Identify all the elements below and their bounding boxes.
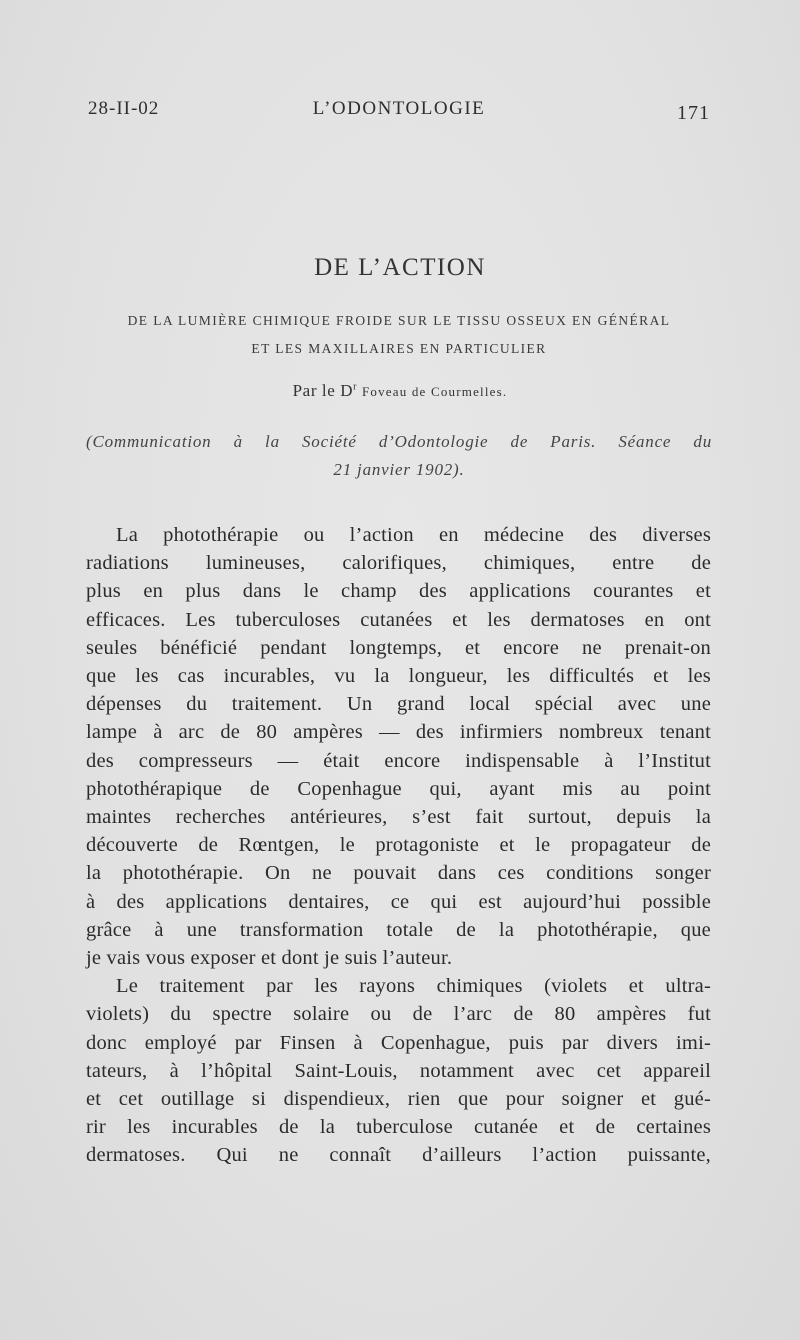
body-text-line: donc employé par Finsen à Copenhague, puis par divers imi- xyxy=(86,1031,711,1054)
body-text-line: découverte de Rœntgen, le protagoniste et le propagateur de xyxy=(86,834,711,857)
article-subtitle-line-2: ET LES MAXILLAIRES EN PARTICULIER xyxy=(251,341,547,356)
body-text-line: plus en plus dans le champ des applications courantes et xyxy=(86,580,711,603)
body-text-line: je vais vous exposer et dont je suis l’auteur. xyxy=(86,947,453,969)
byline-sup: r xyxy=(353,381,358,393)
author-name: Foveau de Courmelles. xyxy=(361,384,508,399)
body-text-line: tateurs, à l’hôpital Saint-Louis, notamment avec cet appareil xyxy=(86,1059,711,1082)
byline-prefix: Par le D xyxy=(292,381,354,400)
body-text-line: Le traitement par les rayons chimiques (violets et ultra- xyxy=(116,975,711,998)
body-text-line: La photothérapie ou l’action en médecine des diverses xyxy=(116,524,711,546)
body-text-line: radiations lumineuses, calorifiques, chimiques, entre de xyxy=(86,552,711,575)
body-text-line: maintes recherches antérieures, s’est fait surtout, depuis la xyxy=(86,806,711,828)
running-header xyxy=(86,96,712,126)
body-text-line: rir les incurables de la tuberculose cutanée et de certaines xyxy=(86,1116,711,1139)
body-text-line: efficaces. Les tuberculoses cutanées et les dermatoses en ont xyxy=(86,608,711,631)
body-text-line: lampe à arc de 80 ampères — des infirmiers nombreux tenant xyxy=(86,721,711,744)
body-text-line: des compresseurs — était encore indispensable à l’Institut xyxy=(86,749,711,772)
body-text-line: que les cas incurables, vu la longueur, les difficultés et les xyxy=(86,665,711,687)
page-number: 171 xyxy=(677,102,710,124)
body-text-line: dépenses du traitement. Un grand local spécial avec une xyxy=(86,693,711,716)
body-text-line: grâce à une transformation totale de la photothérapie, que xyxy=(86,918,711,941)
article-subtitle-line-1: DE LA LUMIÈRE CHIMIQUE FROIDE SUR LE TISSU OSSEUX EN GÉNÉRAL xyxy=(127,313,671,328)
body-text-line: à des applications dentaires, ce qui est aujourd’hui possible xyxy=(86,890,711,913)
body-text-line: violets) du spectre solaire ou de l’arc de 80 ampères fut xyxy=(86,1003,711,1026)
body-text-line: dermatoses. Qui ne connaît d’ailleurs l’action puissante, xyxy=(86,1144,711,1167)
journal-title: L’ODONTOLOGIE xyxy=(312,98,486,119)
body-text-line: photothérapique de Copenhague qui, ayant mis au point xyxy=(86,777,711,800)
body-text-line: et cet outillage si dispendieux, rien que pour soigner et gué- xyxy=(86,1088,711,1110)
communication-note-line-1: (Communication à la Société d’Odontologie de Paris. Séance du xyxy=(86,432,712,451)
issue-date: 28-II-02 xyxy=(88,98,160,119)
body-text-line: la photothérapie. On ne pouvait dans ces conditions songer xyxy=(86,862,711,885)
body-text-line: seules bénéficié pendant longtemps, et encore ne prenait-on xyxy=(86,636,711,659)
author-byline xyxy=(0,381,800,401)
communication-note-line-2: 21 janvier 1902). xyxy=(333,460,465,479)
article-title: DE L’ACTION xyxy=(314,254,486,281)
